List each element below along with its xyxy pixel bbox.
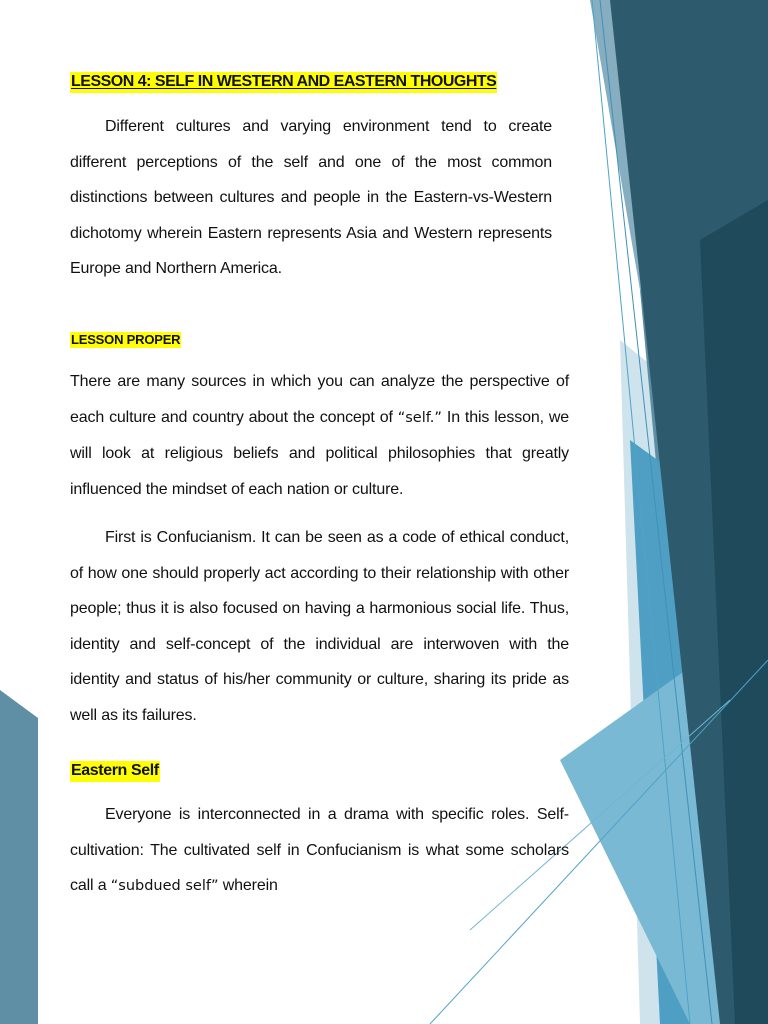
proper-quote: “self.”: [397, 409, 442, 426]
eastern-quote: “subdued self”: [110, 878, 219, 894]
intro-paragraph: Different cultures and varying environment tend to create different perceptions of the self and one of the most common distinctions between cultures and people in the Eastern-vs-Western dichotomy wherein Eastern represents Asia and Western represents Europe and Northern America.: [70, 118, 552, 277]
proper-text-part-2: In this lesson, we will look at religious beliefs and political philosophies that greatly influenced the mindset of each nation or culture.: [70, 408, 569, 498]
lesson-proper-paragraph: [70, 364, 569, 507]
eastern-self-heading: Eastern Self: [70, 761, 160, 782]
confucianism-paragraph: First is Confucianism. It can be seen as a code of ethical conduct, of how one should properly act according to their relationship with other people; thus it is also focused on having a harmonious social life. Thus, identity and self-concept of the individual are interwoven with the identity and status of his/her community or culture, sharing its pride as well as its failures.: [70, 529, 569, 724]
eastern-self-paragraph: [70, 797, 569, 905]
eastern-text-part-2: wherein: [218, 877, 278, 894]
page-title: LESSON 4: SELF IN WESTERN AND EASTERN THOUGHTS: [70, 72, 497, 93]
proper-text-part-1: There are many sources in which you can analyze the perspective of each culture and country about the concept of: [70, 373, 569, 426]
lesson-proper-heading: LESSON PROPER: [71, 332, 181, 347]
eastern-text-part-1: Everyone is interconnected in a drama with specific roles. Self-cultivation: The cultivated self in Confucianism is what some scholars call a: [70, 806, 569, 894]
